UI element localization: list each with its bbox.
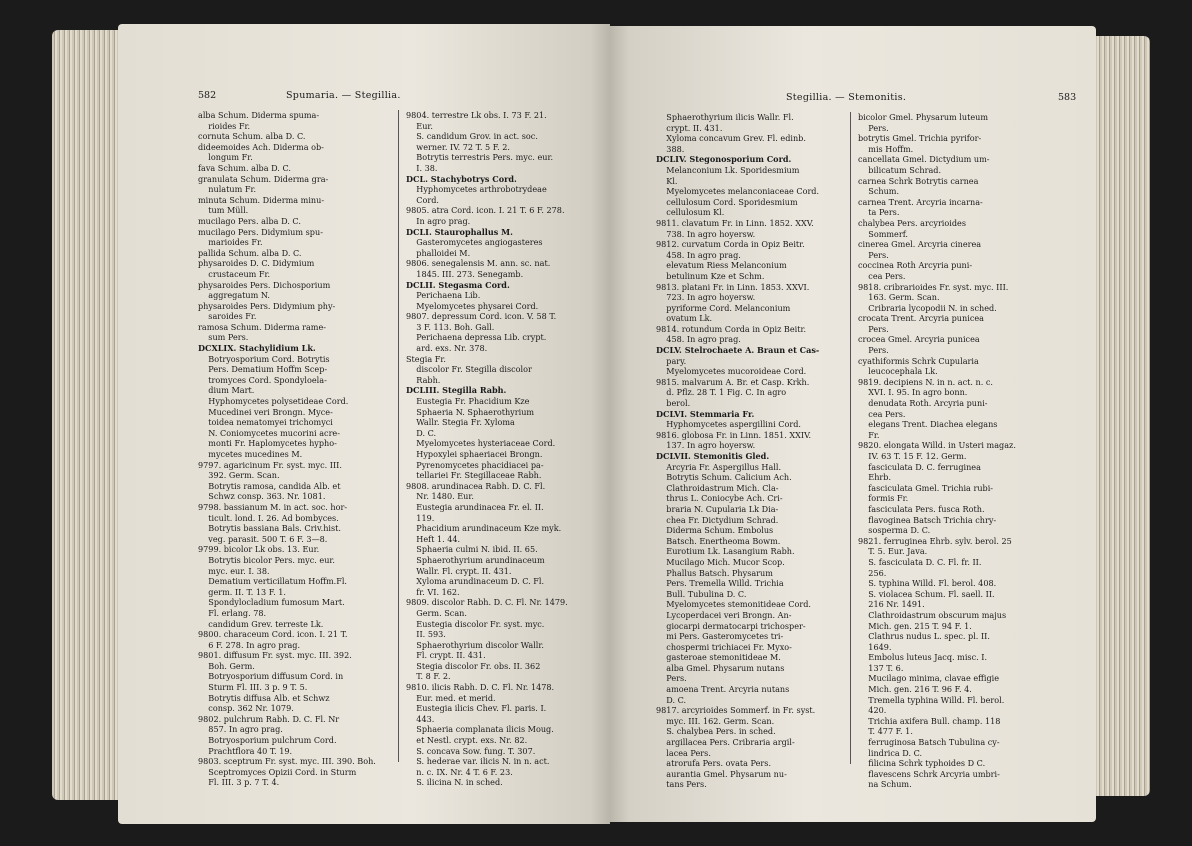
text-line: crocata Trent. Arcyria punicea — [858, 313, 984, 324]
text-line: Mich. gen. 216 T. 96 F. 4. — [858, 684, 972, 695]
text-line: DCLII. Stegasma Cord. — [406, 279, 510, 290]
text-line: S. concava Sow. fung. T. 307. — [406, 745, 536, 756]
text-line: S. fasciculata D. C. Fl. fr. II. — [858, 556, 982, 567]
text-line: 9800. characeum Cord. icon. I. 21 T. — [198, 629, 348, 640]
text-line: Botrytis bicolor Pers. myc. eur. — [198, 554, 335, 565]
text-line: 9797. agaricinum Fr. syst. myc. III. — [198, 459, 342, 470]
text-line: DCLVI. Stemmaria Fr. — [656, 408, 755, 419]
text-line: S. ilicina N. in sched. — [406, 777, 503, 788]
text-line: Pers. — [858, 323, 889, 334]
text-line: Perichaena Lib. — [406, 290, 481, 301]
text-line: elevatum Riess Melanconium — [656, 260, 787, 271]
text-line: 723. In agro hoyersw. — [656, 292, 756, 303]
text-line: Perichaena depressa Lib. crypt. — [406, 332, 547, 343]
column-rule-right — [850, 112, 851, 764]
text-line: Pers. — [858, 345, 889, 356]
text-line: Sphaeria complanata ilicis Moug. — [406, 724, 554, 735]
text-line: myc. III. 162. Germ. Scan. — [656, 715, 775, 726]
text-line: mucilago Pers. Didymium spu- — [198, 226, 323, 237]
text-line: ovatum Lk. — [656, 313, 713, 324]
text-line: 9809. discolor Rabh. D. C. Fl. Nr. 1479. — [406, 597, 568, 608]
page-number-left: 582 — [198, 90, 217, 101]
text-line: I. 38. — [406, 162, 438, 173]
text-line: DCLIII. Stegilla Rabh. — [406, 385, 507, 396]
text-line: 9818. cribrarioides Fr. syst. myc. III. — [858, 281, 1009, 292]
text-line: veg. parasit. 500 T. 6 F. 3—8. — [198, 533, 328, 544]
left-column-1 — [198, 110, 390, 788]
text-line: Myelomycetes melanconiaceae Cord. — [656, 186, 820, 197]
text-line: Eustegia Fr. Phacidium Kze — [406, 396, 530, 407]
text-line: 9805. atra Cord. icon. I. 21 T. 6 F. 278. — [406, 205, 565, 216]
text-line: 9812. curvatum Corda in Opiz Beitr. — [656, 239, 805, 250]
text-line: mycetes mucedines M. — [198, 449, 303, 459]
text-line: sosperma D. C. — [858, 525, 931, 536]
text-line: filicina Schrk typhoides D C. — [858, 758, 986, 769]
text-line: 458. In agro prag. — [656, 249, 741, 260]
text-line: Pers. Tremella Willd. Trichia — [656, 578, 784, 589]
text-line: Phacidium arundinaceum Kze myk. — [406, 523, 562, 534]
text-line: formis Fr. — [858, 493, 909, 504]
text-line: pallida Schum. alba D. C. — [198, 247, 302, 258]
text-line: Sturm Fl. III. 3 p. 9 T. 5. — [198, 682, 308, 693]
text-line: Stegia discolor Fr. obs. II. 362 — [406, 660, 541, 671]
text-line: n. c. IX. Nr. 4 T. 6 F. 23. — [406, 766, 513, 777]
text-line: Dematium verticillatum Hoffm.Fl. — [198, 576, 347, 587]
text-line: DCL. Stachybotrys Cord. — [406, 173, 517, 184]
text-line: Embolus luteus Jacq. misc. I. — [858, 652, 988, 663]
text-line: Hyphomycetes aspergillini Cord. — [656, 419, 801, 430]
text-line: Sphaeria N. Sphaerothyrium — [406, 406, 535, 417]
text-line: Hyphomycetes arthrobotrydeae — [406, 184, 547, 195]
text-line: Prachtflora 40 T. 19. — [198, 745, 293, 756]
page-edges-left — [52, 30, 122, 800]
text-line: Clathroidastrum Mich. Cla- — [656, 482, 779, 493]
text-line: Hypoxylei sphaeriacei Brongn. — [406, 449, 543, 459]
text-line: crypt. II. 431. — [656, 122, 723, 133]
text-line: alba Gmel. Physarum nutans — [656, 662, 785, 673]
text-line: D. C. — [406, 427, 437, 438]
text-line: crustaceum Fr. — [198, 268, 271, 279]
text-line: chospermi trichiacei Fr. Myxo- — [656, 641, 792, 652]
column-rule-left — [398, 110, 399, 762]
text-line: d. Pflz. 28 T. 1 Fig. C. In agro — [656, 387, 787, 398]
text-line: Pers. — [858, 122, 889, 133]
text-line: 9810. ilicis Rabh. D. C. Fl. Nr. 1478. — [406, 682, 555, 693]
text-line: Nr. 1480. Eur. — [406, 491, 474, 502]
text-line: Lycoperdacei veri Brongn. An- — [656, 609, 792, 620]
text-line: Arcyria Fr. Aspergillus Hall. — [656, 461, 782, 472]
text-line: 9808. arundinacea Rabh. D. C. Fl. — [406, 480, 546, 491]
text-line: carnea Trent. Arcyria incarna- — [858, 196, 983, 207]
text-line: 1649. — [858, 641, 892, 652]
text-line: Cribraria lycopodii N. in sched. — [858, 302, 997, 313]
text-line: Botryosporium Cord. Botrytis — [198, 353, 330, 364]
text-line: fasciculata Gmel. Trichia rubi- — [858, 482, 994, 493]
text-line: 3 F. 113. Boh. Gall. — [406, 321, 495, 332]
running-head-left: Spumaria. — Stegillia. — [286, 90, 401, 101]
text-line: crocea Gmel. Arcyria punicea — [858, 334, 980, 345]
text-line: II. 593. — [406, 629, 446, 640]
text-line: Wallr. Stegia Fr. Xyloma — [406, 417, 515, 428]
text-line: Fl. III. 3 p. 7 T. 4. — [198, 777, 280, 788]
text-line: chalybea Pers. arcyrioides — [858, 217, 966, 228]
text-line: ard. exs. Nr. 378. — [406, 343, 488, 354]
text-line: tellariei Fr. Stegillaceae Rabh. — [406, 470, 542, 481]
text-line: IV. 63 T. 15 F. 12. Germ. — [858, 451, 967, 461]
text-line: 137. In agro hoyersw. — [656, 440, 756, 451]
text-line: Heft 1. 44. — [406, 533, 461, 544]
text-line: Mucilago Mich. Mucor Scop. — [656, 556, 785, 567]
right-column-1 — [656, 112, 842, 790]
text-line: Mucedinei veri Brongn. Myce- — [198, 406, 333, 417]
text-line: myc. eur. I. 38. — [198, 565, 270, 576]
text-line: 9804. terrestre Lk obs. I. 73 F. 21. — [406, 110, 547, 120]
text-line: lacea Pers. — [656, 747, 711, 758]
text-line: fr. VI. 162. — [406, 586, 460, 597]
text-line: mucilago Pers. alba D. C. — [198, 215, 301, 226]
text-line: 392. Germ. Scan. — [198, 470, 280, 481]
text-line: Boh. Germ. — [198, 660, 255, 671]
text-line: cinerea Gmel. Arcyria cinerea — [858, 239, 982, 250]
text-line: Fl. crypt. II. 431. — [406, 650, 486, 661]
text-line: Melanconium Lk. Sporidesmium — [656, 164, 800, 175]
text-line: Myelomycetes stemonitideae Cord. — [656, 599, 811, 610]
text-line: physaroides Pers. Didymium phy- — [198, 300, 336, 311]
text-line: Ehrb. — [858, 472, 892, 483]
text-line: 443. — [406, 713, 435, 724]
text-line: 9807. depressum Cord. icon. V. 58 T. — [406, 311, 557, 322]
text-line: amoena Trent. Arcyria nutans — [656, 684, 790, 695]
text-line: cancellata Gmel. Dictydium um- — [858, 154, 990, 165]
text-line: Clathroidastrum obscurum majus — [858, 609, 1007, 620]
text-line: Eur. med. et merid. — [406, 692, 496, 703]
text-line: 420. — [858, 705, 887, 716]
text-line: cellulosum Cord. Sporidesmium — [656, 196, 798, 207]
text-line: 9821. ferruginea Ehrb. sylv. berol. 25 — [858, 535, 1012, 546]
text-line: Tremella typhina Willd. Fl. berol. — [858, 694, 1005, 705]
text-line: et Nestl. crypt. exs. Nr. 82. — [406, 735, 528, 746]
text-line: T. 5. Eur. Java. — [858, 546, 928, 557]
text-line: bicolor Gmel. Physarum luteum — [858, 112, 989, 122]
text-line: longum Fr. — [198, 152, 253, 163]
text-line: 9803. sceptrum Fr. syst. myc. III. 390. Boh. — [198, 756, 376, 767]
text-line: Myelomycetes physarei Cord. — [406, 300, 539, 311]
text-line: cellulosum Kl. — [656, 207, 725, 218]
text-line: aurantia Gmel. Physarum nu- — [656, 768, 787, 779]
text-line: fasciculata D. C. ferruginea — [858, 461, 981, 472]
text-line: Eustegia ilicis Chev. Fl. paris. I. — [406, 703, 547, 714]
text-line: gasteroae stemonitideae M. — [656, 652, 781, 663]
text-line: 9813. platani Fr. in Linn. 1853. XXVI. — [656, 281, 810, 292]
text-line: S. violacea Schum. Fl. saell. II. — [858, 588, 995, 599]
text-line: tromyces Cord. Spondyloela- — [198, 374, 327, 385]
text-line: Kl. — [656, 175, 678, 186]
text-line: Xyloma concavum Grev. Fl. edinb. — [656, 133, 806, 144]
text-line: mis Hoffm. — [858, 143, 914, 154]
text-line: S. typhina Willd. Fl. berol. 408. — [858, 578, 997, 589]
text-line: Phallus Batsch. Physarum — [656, 567, 773, 578]
text-line: pyriforme Cord. Melanconium — [656, 302, 791, 313]
text-line: D. C. — [656, 694, 687, 705]
text-line: bilicatum Schrad. — [858, 164, 942, 175]
page-number-right: 583 — [1058, 92, 1077, 103]
text-line: flavoginea Batsch Trichia chry- — [858, 514, 997, 525]
text-line: N. Coniomycetes mucorini acre- — [198, 427, 340, 438]
page-edges-right — [1092, 36, 1150, 796]
text-line: pary. — [656, 355, 687, 366]
text-line: ramosa Schum. Diderma rame- — [198, 321, 327, 332]
text-line: candidum Grev. terreste Lk. — [198, 618, 324, 629]
text-line: Wallr. Fl. crypt. II. 431. — [406, 565, 512, 576]
text-line: Pers. — [858, 249, 889, 260]
text-line: ticult. lond. I. 26. Ad bombyces. — [198, 512, 339, 523]
text-line: 137 T. 6. — [858, 662, 904, 673]
text-line: Botrytis Schum. Calicium Ach. — [656, 472, 792, 483]
text-line: Germ. Scan. — [406, 607, 467, 618]
text-line: Mich. gen. 215 T. 94 F. 1. — [858, 620, 972, 631]
text-line: Botrytis diffusa Alb. et Schwz — [198, 692, 330, 703]
text-line: 9819. decipiens N. in n. act. n. c. — [858, 376, 993, 387]
text-line: fasciculata Pers. fusca Roth. — [858, 503, 985, 514]
text-line: 9820. elongata Willd. in Usteri magaz. — [858, 440, 1016, 451]
text-line: Eurotium Lk. Lasangium Rabh. — [656, 546, 795, 557]
text-line: minuta Schum. Diderma minu- — [198, 194, 325, 205]
text-line: Xyloma arundinaceum D. C. Fl. — [406, 576, 545, 587]
text-line: leucocephala Lk. — [858, 366, 938, 377]
text-line: Sommerf. — [858, 228, 908, 239]
text-line: 1845. III. 273. Senegamb. — [406, 268, 524, 279]
text-line: Eur. — [406, 120, 433, 131]
text-line: Batsch. Enertheoma Bowm. — [656, 535, 781, 546]
text-line: dideemoides Ach. Diderma ob- — [198, 141, 324, 152]
text-line: sum Pers. — [198, 332, 249, 343]
text-line: cea Pers. — [858, 408, 906, 419]
text-line: 9814. rotundum Corda in Opiz Beitr. — [656, 323, 807, 334]
text-line: DCLVII. Stemonitis Gled. — [656, 451, 770, 461]
text-line: fava Schum. alba D. C. — [198, 162, 291, 173]
text-line: 9798. bassianum M. in act. soc. hor- — [198, 501, 348, 512]
text-line: Trichia axifera Bull. champ. 118 — [858, 715, 1001, 726]
text-line: DCXLIX. Stachylidium Lk. — [198, 343, 316, 354]
text-line: argillacea Pers. Cribraria argil- — [656, 737, 795, 748]
text-line: 9817. arcyrioides Sommerf. in Fr. syst. — [656, 705, 816, 716]
text-line: discolor Fr. Stegilla discolor — [406, 364, 532, 375]
text-line: ta Pers. — [858, 207, 900, 218]
text-line: Myelomycetes mucoroideae Cord. — [656, 366, 807, 377]
text-line: T. 8 F. 2. — [406, 671, 451, 682]
text-line: Bull. Tubulina D. C. — [656, 588, 747, 599]
text-line: Spondylocladium fumosum Mart. — [198, 597, 345, 608]
text-line: cyathiformis Schrk Cupularia — [858, 355, 979, 366]
text-line: T. 477 F. 1. — [858, 726, 913, 737]
right-page — [610, 26, 1096, 822]
text-line: physaroides Pers. Dichosporium — [198, 279, 331, 290]
running-head-right: Stegillia. — Stemonitis. — [786, 92, 907, 103]
text-line: Botrytis terrestris Pers. myc. eur. — [406, 152, 554, 163]
text-line: dium Mart. — [198, 385, 255, 396]
text-line: 458. In agro prag. — [656, 334, 741, 345]
text-line: DCLV. Stelrochaete A. Braun et Cas- — [656, 345, 820, 356]
text-line: S. chalybea Pers. in sched. — [656, 726, 776, 737]
text-line: consp. 362 Nr. 1079. — [198, 703, 294, 714]
text-line: 6 F. 278. In agro prag. — [198, 639, 301, 650]
text-line: rioides Fr. — [198, 120, 251, 131]
text-line: Botrytis ramosa, candida Alb. et — [198, 480, 341, 491]
text-line: Rabh. — [406, 374, 441, 385]
left-page — [118, 24, 610, 824]
text-line: Schwz consp. 363. Nr. 1081. — [198, 491, 326, 502]
text-line: germ. II. T. 13 F. 1. — [198, 586, 286, 597]
text-line: flavescens Schrk Arcyria umbri- — [858, 768, 1000, 779]
text-line: betulinum Kze et Schm. — [656, 270, 765, 281]
text-line: werner. IV. 72 T. 5 F. 2. — [406, 141, 510, 152]
text-line: XVI. I. 95. In agro bonn. — [858, 387, 968, 398]
text-line: tum Müll. — [198, 205, 249, 216]
text-line: marioides Fr. — [198, 237, 263, 248]
text-line: berol. — [656, 398, 691, 409]
text-line: Sphaerothyrium arundinaceum — [406, 554, 545, 565]
text-line: Sphaerothyrium discolor Wallr. — [406, 639, 544, 650]
text-line: Gasteromycetes angiogasteres — [406, 237, 543, 248]
text-line: mi Pers. Gasteromycetes tri- — [656, 631, 784, 642]
text-line: DCLI. Staurophallus M. — [406, 226, 513, 237]
text-line: elegans Trent. Diachea elegans — [858, 419, 998, 430]
text-line: braria N. Cupularia Lk Dia- — [656, 503, 779, 514]
text-line: Schum. — [858, 186, 900, 197]
text-line: tans Pers. — [656, 779, 707, 790]
text-line: Botryosporium pulchrum Cord. — [198, 735, 337, 746]
text-line: chea Fr. Dictydium Schrad. — [656, 514, 779, 525]
text-line: botrytis Gmel. Trichia pyrifor- — [858, 133, 982, 144]
text-line: giocarpi dermatocarpi trichosper- — [656, 620, 806, 631]
text-line: Pers. Dematium Hoffm Scep- — [198, 364, 328, 375]
text-line: S. candidum Grov. in act. soc. — [406, 131, 538, 142]
text-line: 9799. bicolor Lk obs. 13. Eur. — [198, 544, 320, 555]
text-line: Sceptromyces Opizii Cord. in Sturm — [198, 766, 357, 777]
text-line: Pyrenomycetes phacidiacei pa- — [406, 459, 544, 470]
text-line: Eustegia arundinacea Fr. el. II. — [406, 501, 544, 512]
text-line: denudata Roth. Arcyria puni- — [858, 398, 988, 409]
text-line: 9806. senegalensis M. ann. sc. nat. — [406, 258, 551, 269]
text-line: cea Pers. — [858, 270, 906, 281]
text-line: Mucilago minima, clavae effigie — [858, 673, 1000, 684]
text-line: Diderma Schum. Embolus — [656, 525, 774, 536]
text-line: 857. In agro prag. — [198, 724, 283, 735]
text-line: nulatum Fr. — [198, 184, 257, 195]
text-line: Botryosporium diffusum Cord. in — [198, 671, 344, 682]
text-line: Hyphomycetes polysetideae Cord. — [198, 396, 349, 407]
text-line: 163. Germ. Scan. — [858, 292, 940, 303]
text-line: DCLIV. Stegonosporium Cord. — [656, 154, 792, 165]
text-line: monti Fr. Haplomycetes hypho- — [198, 438, 337, 449]
text-line: coccinea Roth Arcyria puni- — [858, 260, 973, 271]
text-line: In agro prag. — [406, 215, 471, 226]
text-line: 9811. clavatum Fr. in Linn. 1852. XXV. — [656, 217, 814, 228]
text-line: Cord. — [406, 194, 439, 205]
text-line: granulata Schum. Diderma gra- — [198, 173, 329, 184]
text-line: carnea Schrk Botrytis carnea — [858, 175, 979, 186]
text-line: alba Schum. Diderma spuma- — [198, 110, 320, 120]
text-line: 119. — [406, 512, 435, 523]
text-line: Myelomycetes hysteriaceae Cord. — [406, 438, 556, 449]
text-line: ferruginosa Batsch Tubulina cy- — [858, 737, 1000, 748]
text-line: toidea nematomyei trichomyci — [198, 417, 333, 428]
text-line: lindrica D. C. — [858, 747, 923, 758]
right-column-2 — [858, 112, 1070, 790]
text-line: physaroides D. C. Didymium — [198, 258, 315, 269]
text-line: Eustegia discolor Fr. syst. myc. — [406, 618, 545, 629]
text-line: na Schum. — [858, 779, 912, 790]
text-line: 9816. globosa Fr. in Linn. 1851. XXIV. — [656, 429, 812, 440]
text-line: 9801. diffusum Fr. syst. myc. III. 392. — [198, 650, 352, 661]
text-line: S. hederae var. ilicis N. in n. act. — [406, 756, 550, 767]
text-line: cornuta Schum. alba D. C. — [198, 131, 306, 142]
text-line: Pers. — [656, 673, 687, 684]
text-line: 388. — [656, 143, 685, 154]
text-line: phalloidei M. — [406, 247, 471, 258]
text-line: atrorufa Pers. ovata Pers. — [656, 758, 772, 769]
text-line: 9815. malvarum A. Br. et Casp. Krkh. — [656, 376, 810, 387]
text-line: Fr. — [858, 429, 880, 440]
text-line: saroides Fr. — [198, 311, 257, 322]
left-column-2 — [406, 110, 606, 788]
text-line: Sphaerothyrium ilicis Wallr. Fl. — [656, 112, 794, 122]
text-line: Clathrus nudus L. spec. pl. II. — [858, 631, 990, 642]
text-line: aggregatum N. — [198, 290, 270, 301]
text-line: thrus L. Coniocybe Ach. Cri- — [656, 493, 783, 504]
text-line: Stegia Fr. — [406, 353, 446, 364]
text-line: 256. — [858, 567, 887, 578]
text-line: Fl. erlang. 78. — [198, 607, 267, 618]
text-line: Sphaeria culmi N. ibid. II. 65. — [406, 544, 538, 555]
text-line: 216 Nr. 1491. — [858, 599, 925, 610]
text-line: Botrytis bassiana Bals. Criv.hist. — [198, 523, 341, 534]
text-line: 738. In agro hoyersw. — [656, 228, 756, 239]
text-line: 9802. pulchrum Rabh. D. C. Fl. Nr — [198, 713, 340, 724]
